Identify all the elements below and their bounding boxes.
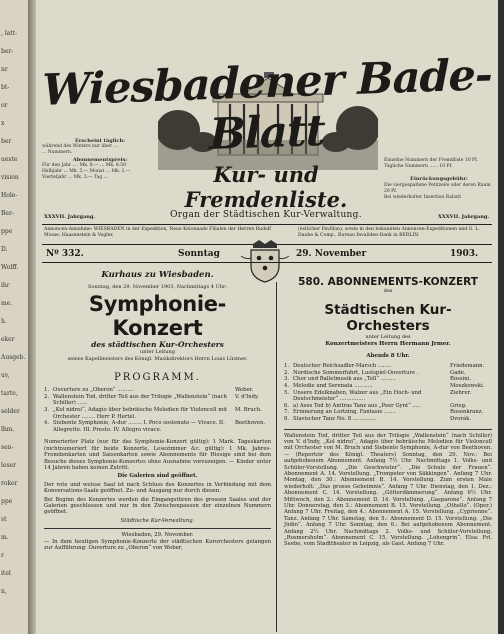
issue-year: 1903. — [450, 249, 479, 259]
program-item-composer: Rosenkranz. — [450, 409, 484, 416]
program-item-title: Ouverture zu „Oberon“ .......... — [53, 387, 135, 394]
leitung-line: unter Leitung — [140, 349, 175, 356]
program-item-number: 7. — [284, 409, 290, 416]
program-item-composer: Grieg. — [450, 402, 467, 409]
previous-page-fragment: roker — [1, 480, 18, 487]
hall-notes: Der rote und weisse Saal ist nach Schluss des Konzertes in Verbindung mit dem Konversations-Saale geöffnet. Zu- und Ausgang nur durch diesen. — [44, 481, 271, 495]
previous-page-fragment: x — [1, 120, 5, 127]
subscription-line: Abonnementspreis: — [72, 156, 128, 163]
previous-page-fragment: ber- — [1, 48, 14, 55]
subscription-heading: Erscheint täglich: — [74, 138, 126, 144]
des-line: des — [383, 288, 393, 294]
program-item-number: 8. — [284, 415, 290, 422]
subscription-line: Vierteljahr ... Mk. 3.— Tag ... — [42, 175, 108, 181]
masthead — [36, 0, 498, 232]
previous-page-fragment: eker — [1, 336, 15, 343]
evening-program — [284, 363, 492, 422]
previous-page-fragment: Ausgeb. — [1, 354, 26, 361]
fees-heading: Einrückungsgebühr: — [410, 176, 468, 183]
program-item-title: Wallenstein Tod, dritter Teil aus der Trilogie „Wallenstein“ (nach Schiller) ...... — [53, 393, 227, 407]
dateline: Wiesbaden, 29. November. — [121, 532, 194, 539]
orchestra-line: des städtischen Kur-Orchesters — [91, 340, 224, 350]
masthead-title: Wiesbadener Bade-Blatt — [42, 50, 492, 161]
program-item-title: Erinnerung an Lortzing, Fantasie ....... — [293, 409, 396, 416]
issue-day: Sonntag — [178, 249, 220, 259]
program-item-title: Unsere Edelknaben, Walzer aus „Ein Hoch- und Deutschmeister“ ............... — [293, 389, 422, 403]
announcement-right: (östlicher Pavillon); sowie in den bekannten Annoncen-Expeditionen und G. L. Daube & Comp., Bureau Invaliden-Dank in BERLIN. — [298, 227, 480, 238]
programm-heading: PROGRAMM. — [114, 372, 201, 384]
program-item — [44, 420, 271, 433]
program-item-title: a) Ases Tod b) Anitras Tanz aus „Peer Gynt“ ..... — [293, 402, 421, 409]
symphony-concert-column — [44, 262, 271, 551]
previous-page-fragment: r — [1, 552, 4, 559]
administration-signature: Städtische Kur-Verwaltung. — [120, 517, 195, 524]
program-item-number: 2. — [284, 369, 290, 376]
program-item-composer: Dvorák. — [450, 415, 472, 422]
program-item — [44, 407, 271, 420]
fees-line: Die viergespaltene Petitzeile oder deren Raum 20 Pf. — [384, 182, 491, 194]
subscription-box — [42, 138, 158, 181]
program-item-title: Chor und Balletmusik aus „Tell“ ......... — [293, 376, 396, 383]
previous-page-fragment: Wolff. — [1, 264, 19, 271]
fees-line: Tägliche Nummern ...... 10 Pf. — [384, 164, 453, 170]
previous-page-fragment: or — [1, 102, 8, 109]
program-item — [44, 387, 271, 394]
previous-page-fragment: me. — [1, 300, 13, 307]
program-item-composer: Moszkowski. — [450, 383, 485, 389]
previous-page-fragment: , latt- — [1, 30, 18, 37]
previous-page-fragment: ppe — [1, 228, 13, 235]
previous-page-fragment: ber — [1, 138, 12, 145]
review-text: — In dem heutigen Symphonie-Konzerte der städtischen Kurorchesters gelangen zur Aufführung: Ouverture zu „Oberon“ von Weber, — [44, 538, 271, 552]
previous-page-fragment: tarte, — [1, 390, 18, 397]
previous-page-fragment: m. — [1, 534, 9, 541]
concert-datetime: Sonntag, den 29. November 1903, Nachmittags 4 Uhr: — [87, 284, 228, 290]
abonnement-heading: 580. ABONNEMENTS-KONZERT — [298, 276, 478, 288]
kurhaus-heading: Kurhaus zu Wiesbaden. — [101, 270, 214, 280]
previous-page-fragment: sen- — [1, 444, 14, 451]
fees-line: Einzelne Nummern der Fremdliste 10 Pf. — [384, 158, 479, 163]
masthead-subtitle: Kur- und Fremdenliste. — [184, 162, 348, 212]
subscription-line: ... Nummern. — [42, 150, 73, 156]
program-item — [284, 403, 492, 410]
program-item-composer: V. d'Indy. — [235, 393, 259, 400]
previous-page-fragment: Ber- — [1, 210, 14, 217]
program-item — [284, 390, 492, 403]
rule — [284, 429, 492, 430]
previous-page-fragment: ppe — [1, 498, 13, 505]
program-item-composer: M. Bruch. — [235, 407, 262, 413]
previous-page-fragment: ihr — [1, 282, 10, 289]
jahrgang-left: XXXVII. Jahrgang. — [44, 214, 96, 220]
ticket-notes: Numerierter Platz (nur für das Symphonie-Konzert gültig): 1 Mark. Tageskarten (nichtnumeriert für beide Konzerte, Lesezimmer &c. gültig): 1 Mk. Jahres-Fremdenkarten und Saisonkarten sowie Abonnements für Hiesige sind bei dem Besuche dieses Symphonie-Konzertes ohne Ausnahme vorzuzeigen. — Kinder unter 14 Jahren haben keinen Zutritt. — [44, 439, 271, 471]
previous-page-fragment: h. — [1, 318, 7, 325]
leitung-line: unter Leitung des — [365, 334, 411, 341]
program-item — [284, 416, 492, 423]
program-item — [284, 376, 492, 383]
program-item-number: 5. — [284, 389, 290, 396]
conductor-line: Konzertmeisters Herrn Hermann Jrmer. — [325, 340, 451, 347]
program-item-composer: Friedemann. — [450, 363, 485, 370]
program-item-number: 4. — [284, 383, 290, 389]
previous-page-fragment: leser — [1, 462, 16, 469]
door-notes: Bei Beginn des Konzertes werden die Eingangstüren des grossen Saales und der Galerien geschlossen und nur in den Zwischenpausen der einzelnen Nummern geöffnet. — [44, 496, 271, 516]
program-item-title: Deutscher Reichsadler-Marsch ........ — [293, 363, 392, 370]
program-item — [284, 363, 492, 370]
previous-page-fragment: st — [1, 516, 7, 523]
program-item-number: 3. — [44, 407, 50, 413]
previous-page-fragment: ueste — [1, 156, 18, 163]
theater-repertoire-text: Wallenstein Tod, dritter Teil aus der Trilogie „Wallenstein“ (nach Schiller) von V. d'Indy, „Kol nidrei“, Adagio über hebräische Melodien für Violoncell mit Orchester von M. Bruch und Siebente Symphonie, A-dur von Beethoven. — (Repertoir des Königl. Theaters) Sonntag, den 29. Nov.: Bei aufgehobenem Abonnement. Anfang 7½ Uhr. Nachmittags 1. Volks- und Schüler-Vorstellung. „Die Geschwister“. „Die Schule der Frauen“. Abonnement A. 14. Vorstellung. „Trompeter von Säkkingen“. Anfang 7 Uhr. Montag, den 30.: Abonnement B. 14. Vorstellung. Zum ersten Male wiederholt: „Das grosse Geheimnis“. Anfang 7 Uhr. Dienstag, den 1. Dez.: Abonnement C. 14. Vorstellung. „Götterdämmerung“. Anfang 6½ Uhr. Mittwoch, den 2.: Abonnement D. 14. Vorstellung. „Gasparone“. Anfang 7 Uhr. Donnerstag, den 3.: Abonnement B. 15. Vorstellung. „Othello“. (Oper.) Anfang 7 Uhr. Freitag, den 4.: Abonnement A. 15. Vorstellung. „Cyprienne“. Tanz. Anfang 7 Uhr. Samstag, den 5.: Abonnement D. 15. Vorstellung. „Die Jüdin“. Anfang 7 Uhr. Sonntag, den 6.: Bei aufgehobenem Abonnement. Anfang 2½ Uhr. Nachmittags 2. Volks- und Schüler-Vorstellung. „Rosmersholm“. Abonnement C. 15. Vorstellung. „Lohengrin“. Elsa: Frl. Seebe, vom Stadttheater in Leipzig, als Gast. Anfang 7 Uhr. — [284, 432, 492, 548]
subscription-line: Für den Jahr .... Mk. 8.— ... Mk. 8.50 — [42, 162, 126, 168]
program-item-title: Slavischer Tanz No. 8 .............. — [293, 415, 377, 422]
issue-date: 29. November — [296, 249, 367, 259]
previous-page-fragment: D. — [1, 246, 8, 253]
announcement-left: Annoncen-Annahme: WIESBADEN in der Expedition, Neue Kolonnade Filialen der Herren Rudolf Mosse, Haasenstein & Vogler, — [44, 227, 271, 238]
program-item-title: „Kol nidrei“, Adagio über hebräische Melodien für Violoncell mit Orchester ........ Herr P. Hertel. — [53, 407, 228, 420]
column-divider — [276, 282, 277, 632]
rule — [44, 528, 271, 529]
program-item-composer: Rossini. — [450, 376, 472, 383]
program-item-number: 3. — [284, 376, 290, 383]
program-item-composer: Beethoven. — [235, 420, 266, 427]
previous-page-fragment: Hole- — [1, 192, 18, 199]
previous-page-fragment: vision — [1, 174, 19, 181]
subscription-line: Halbjahr ... Mk. 5.— Monat ... Mk. 2.— — [42, 169, 131, 175]
program-item-title: Nordische Sommerfahrt, Lustspiel-Ouverture . — [293, 369, 419, 376]
subscription-line: während des Winters nur über ... — [42, 144, 118, 150]
program-item — [44, 394, 271, 407]
conductor-line: seines Kapellmeisters des Königl. Musikdirektors Herrn Louis Lüstner. — [67, 355, 248, 362]
previous-page-fragment: n, — [1, 588, 7, 595]
program-item-number: 2. — [44, 393, 50, 400]
previous-page-fragment: selder — [1, 408, 20, 415]
jahrgang-right: XXXVII. Jahrgang. — [438, 214, 490, 220]
newspaper-page — [36, 0, 498, 634]
previous-page-fragment: itel — [1, 570, 11, 577]
program-item-composer: Weber. — [235, 387, 254, 394]
organ-line: Organ der Städtischen Kur-Verwaltung. — [170, 210, 362, 220]
issue-number: Nº 332. — [46, 249, 84, 259]
previous-page-fragment: nr — [1, 66, 8, 73]
program-item-number: 1. — [284, 363, 290, 370]
program-item-number: 6. — [284, 402, 290, 409]
program-item-number: 1. — [44, 387, 50, 394]
previous-page-fragment: lhm. — [1, 426, 15, 433]
program-item — [284, 383, 492, 390]
program-item-composer: Gade. — [450, 369, 466, 376]
program-item-number: 4. — [44, 420, 50, 427]
previous-page-fragment: bt- — [1, 84, 10, 91]
rule — [42, 224, 492, 225]
galleries-open: Die Galerien sind geöffnet. — [117, 473, 198, 480]
previous-page-fragment: uv, — [1, 372, 10, 379]
evening-time: Abends 8 Uhr. — [366, 353, 410, 360]
fees-line: Bei wiederholter Insertion Rabatt — [384, 195, 462, 201]
program-item-title: Melodie und Serenata ........... — [293, 383, 373, 389]
previous-page-edge — [0, 0, 30, 634]
program-item — [284, 409, 492, 416]
symphony-title: Symphonie-Konzert — [88, 292, 227, 341]
fees-box — [384, 158, 494, 201]
subscription-concert-column — [284, 262, 492, 548]
orchestra-title: Städtischen Kur-Orchesters — [324, 302, 452, 335]
program-item-composer: Ziehrer. — [450, 389, 472, 396]
program-item-title: Siebente Symphonie, A-dur ........ I. Poco sostenuto — Vivace. II. Allegretto. III. Presto. IV. Allegro vivace. — [53, 420, 225, 433]
